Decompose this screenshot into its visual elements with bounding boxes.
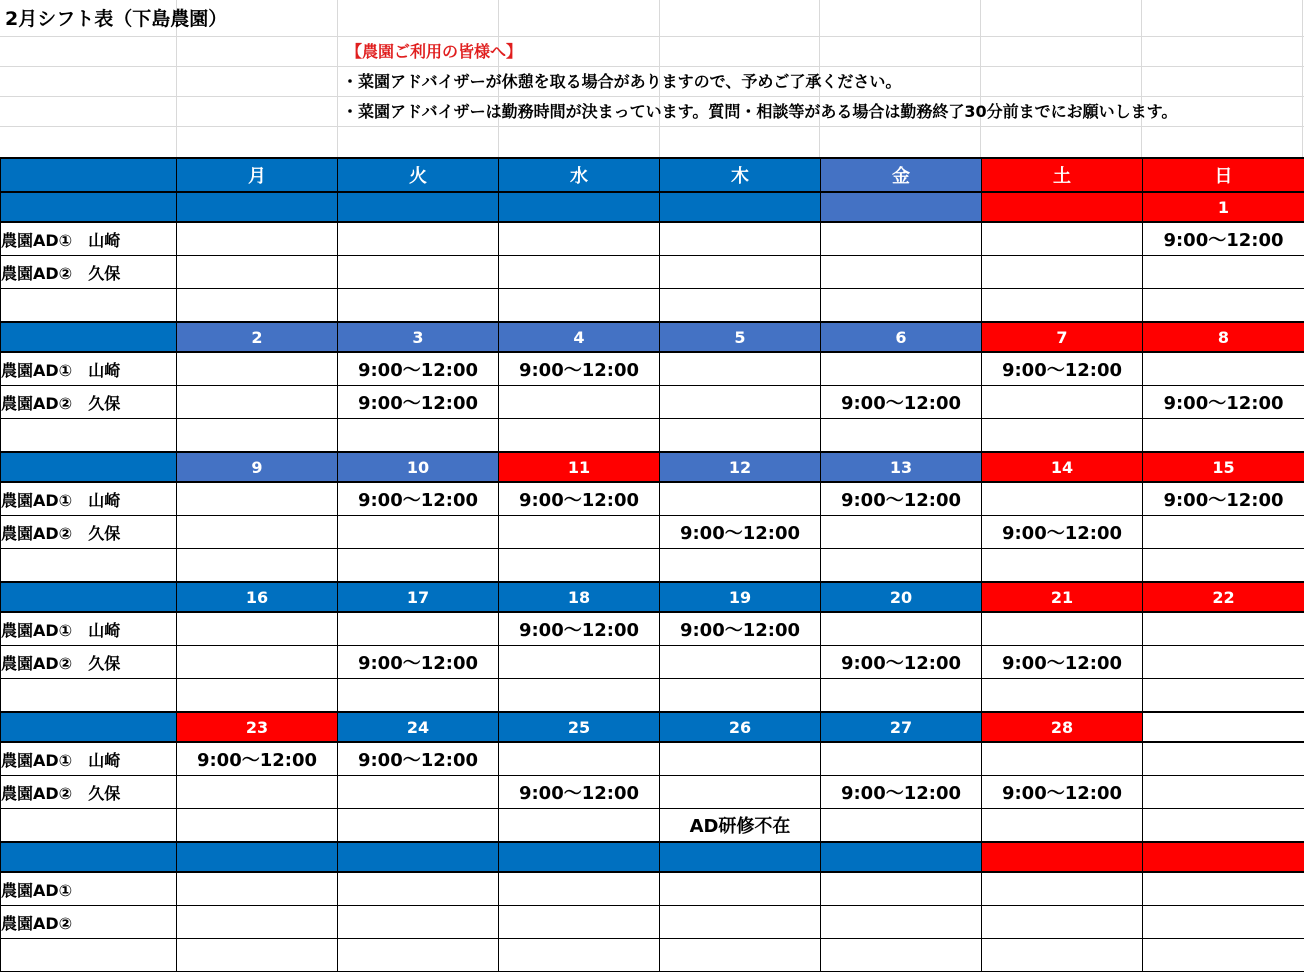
date-cell xyxy=(660,842,821,872)
shift-row xyxy=(1,612,1304,646)
date-cell: 13 xyxy=(821,452,982,482)
shift-cell[interactable] xyxy=(982,612,1143,646)
date-row-label xyxy=(1,712,177,742)
shift-cell[interactable] xyxy=(499,809,660,843)
date-cell: 20 xyxy=(821,582,982,612)
shift-row xyxy=(1,419,1304,453)
shift-cell[interactable] xyxy=(660,289,821,323)
shift-cell[interactable] xyxy=(338,939,499,972)
shift-cell[interactable] xyxy=(1143,776,1304,809)
shift-cell[interactable] xyxy=(177,289,338,323)
shift-cell[interactable] xyxy=(177,549,338,583)
date-cell xyxy=(177,842,338,872)
shift-cell[interactable] xyxy=(499,872,660,906)
shift-row xyxy=(1,386,1304,419)
date-cell: 6 xyxy=(821,322,982,352)
weekday-header-cell: 金 xyxy=(821,158,982,192)
shift-cell[interactable] xyxy=(177,482,338,516)
date-cell xyxy=(982,842,1143,872)
shift-cell[interactable] xyxy=(982,939,1143,972)
date-row-label xyxy=(1,842,177,872)
shift-cell[interactable] xyxy=(177,352,338,386)
date-cell xyxy=(1143,842,1304,872)
shift-cell[interactable] xyxy=(1143,809,1304,843)
date-cell: 21 xyxy=(982,582,1143,612)
shift-cell[interactable] xyxy=(982,872,1143,906)
shift-row xyxy=(1,906,1304,939)
shift-cell[interactable] xyxy=(821,419,982,453)
shift-cell[interactable] xyxy=(660,482,821,516)
shift-cell[interactable] xyxy=(1143,289,1304,323)
shift-cell[interactable] xyxy=(499,906,660,939)
staff-label[interactable]: 農園AD② 久保 xyxy=(1,256,177,289)
shift-row xyxy=(1,646,1304,679)
shift-cell[interactable] xyxy=(338,222,499,256)
staff-label[interactable]: 農園AD① 山崎 xyxy=(1,612,177,646)
shift-cell[interactable]: 9:00〜12:00 xyxy=(338,386,499,419)
date-cell: 3 xyxy=(338,322,499,352)
date-cell xyxy=(1143,712,1304,742)
shift-cell[interactable] xyxy=(338,679,499,713)
staff-label[interactable]: 農園AD① 山崎 xyxy=(1,352,177,386)
shift-cell[interactable] xyxy=(177,776,338,809)
shift-cell[interactable] xyxy=(821,679,982,713)
shift-cell[interactable] xyxy=(177,679,338,713)
staff-label[interactable]: 農園AD① xyxy=(1,872,177,906)
date-cell: 26 xyxy=(660,712,821,742)
shift-row xyxy=(1,809,1304,843)
shift-cell[interactable] xyxy=(499,742,660,776)
shift-cell[interactable] xyxy=(177,872,338,906)
date-cell xyxy=(660,192,821,222)
shift-cell[interactable] xyxy=(1143,516,1304,549)
shift-cell[interactable] xyxy=(338,256,499,289)
notice-heading: 【農園ご利用の皆様へ】 xyxy=(346,39,522,65)
date-cell xyxy=(338,192,499,222)
shift-cell[interactable] xyxy=(982,256,1143,289)
date-cell: 2 xyxy=(177,322,338,352)
date-row-label xyxy=(1,322,177,352)
shift-cell[interactable] xyxy=(177,516,338,549)
shift-cell[interactable] xyxy=(177,386,338,419)
date-cell xyxy=(499,842,660,872)
shift-cell[interactable]: 9:00〜12:00 xyxy=(177,742,338,776)
shift-cell[interactable]: 9:00〜12:00 xyxy=(821,386,982,419)
shift-cell[interactable]: 9:00〜12:00 xyxy=(982,646,1143,679)
shift-row xyxy=(1,289,1304,323)
shift-cell[interactable]: 9:00〜12:00 xyxy=(821,482,982,516)
shift-row xyxy=(1,482,1304,516)
shift-cell[interactable] xyxy=(821,872,982,906)
shift-cell[interactable] xyxy=(338,906,499,939)
shift-cell[interactable] xyxy=(1143,872,1304,906)
shift-cell[interactable] xyxy=(660,222,821,256)
date-cell xyxy=(177,192,338,222)
staff-label[interactable]: 農園AD② xyxy=(1,906,177,939)
shift-cell[interactable] xyxy=(1143,906,1304,939)
date-cell: 24 xyxy=(338,712,499,742)
shift-cell[interactable] xyxy=(338,872,499,906)
shift-cell[interactable]: 9:00〜12:00 xyxy=(982,352,1143,386)
shift-cell[interactable]: 9:00〜12:00 xyxy=(1143,222,1304,256)
staff-label[interactable]: 農園AD① 山崎 xyxy=(1,742,177,776)
shift-cell[interactable]: 9:00〜12:00 xyxy=(660,612,821,646)
weekday-header-cell: 土 xyxy=(982,158,1143,192)
shift-cell[interactable] xyxy=(1143,612,1304,646)
shift-cell[interactable] xyxy=(1143,742,1304,776)
shift-cell[interactable] xyxy=(660,256,821,289)
shift-row xyxy=(1,872,1304,906)
shift-cell[interactable] xyxy=(982,809,1143,843)
date-row xyxy=(1,192,1304,222)
shift-cell[interactable] xyxy=(660,549,821,583)
weekday-header-cell: 月 xyxy=(177,158,338,192)
shift-cell[interactable] xyxy=(499,289,660,323)
shift-row xyxy=(1,516,1304,549)
date-cell: 7 xyxy=(982,322,1143,352)
shift-cell[interactable] xyxy=(660,742,821,776)
shift-cell[interactable] xyxy=(660,352,821,386)
weekday-header-cell: 火 xyxy=(338,158,499,192)
shift-cell[interactable] xyxy=(660,679,821,713)
staff-label[interactable]: 農園AD② 久保 xyxy=(1,776,177,809)
staff-label[interactable]: 農園AD② 久保 xyxy=(1,516,177,549)
date-cell: 10 xyxy=(338,452,499,482)
shift-cell[interactable] xyxy=(1143,352,1304,386)
weekday-header-cell: 水 xyxy=(499,158,660,192)
shift-cell[interactable] xyxy=(982,482,1143,516)
weekday-header-corner xyxy=(1,158,177,192)
shift-cell[interactable] xyxy=(821,612,982,646)
date-row xyxy=(1,452,1304,482)
staff-label[interactable]: 農園AD① 山崎 xyxy=(1,222,177,256)
shift-cell[interactable] xyxy=(821,549,982,583)
date-cell: 17 xyxy=(338,582,499,612)
date-row xyxy=(1,712,1304,742)
shift-cell[interactable] xyxy=(499,222,660,256)
date-row xyxy=(1,582,1304,612)
shift-cell[interactable] xyxy=(499,549,660,583)
date-cell: 1 xyxy=(1143,192,1304,222)
notice-line-1: ・菜園アドバイザーが休憩を取る場合がありますので、予めご了承ください。 xyxy=(342,68,901,96)
shift-cell[interactable] xyxy=(821,516,982,549)
shift-row xyxy=(1,776,1304,809)
shift-cell[interactable] xyxy=(982,549,1143,583)
date-cell: 4 xyxy=(499,322,660,352)
staff-label[interactable]: 農園AD② 久保 xyxy=(1,386,177,419)
date-row-label xyxy=(1,582,177,612)
date-cell: 23 xyxy=(177,712,338,742)
date-cell: 22 xyxy=(1143,582,1304,612)
shift-cell[interactable] xyxy=(1143,679,1304,713)
shift-cell[interactable]: 9:00〜12:00 xyxy=(1143,482,1304,516)
shift-cell[interactable] xyxy=(1143,419,1304,453)
shift-cell[interactable]: 9:00〜12:00 xyxy=(338,352,499,386)
shift-cell[interactable] xyxy=(177,612,338,646)
shift-cell[interactable] xyxy=(660,386,821,419)
date-cell: 15 xyxy=(1143,452,1304,482)
shift-cell[interactable] xyxy=(1143,939,1304,972)
date-cell: 9 xyxy=(177,452,338,482)
date-cell: 19 xyxy=(660,582,821,612)
weekday-header-cell: 木 xyxy=(660,158,821,192)
shift-row xyxy=(1,939,1304,972)
shift-cell[interactable] xyxy=(982,386,1143,419)
shift-cell[interactable]: 9:00〜12:00 xyxy=(338,742,499,776)
shift-row xyxy=(1,352,1304,386)
shift-cell[interactable] xyxy=(338,809,499,843)
shift-cell[interactable]: 9:00〜12:00 xyxy=(499,482,660,516)
shift-cell[interactable] xyxy=(177,809,338,843)
staff-label[interactable]: 農園AD② 久保 xyxy=(1,646,177,679)
shift-cell[interactable] xyxy=(499,419,660,453)
shift-cell[interactable] xyxy=(821,222,982,256)
date-row xyxy=(1,842,1304,872)
shift-cell[interactable]: 9:00〜12:00 xyxy=(1143,386,1304,419)
date-row-label xyxy=(1,452,177,482)
shift-cell[interactable] xyxy=(499,256,660,289)
shift-cell[interactable] xyxy=(821,352,982,386)
shift-cell[interactable] xyxy=(660,906,821,939)
shift-row xyxy=(1,256,1304,289)
date-cell: 12 xyxy=(660,452,821,482)
shift-calendar xyxy=(0,157,1304,972)
shift-cell[interactable] xyxy=(1143,549,1304,583)
weekday-header-row xyxy=(1,158,1304,192)
notice-line-2: ・菜園アドバイザーは勤務時間が決まっています。質問・相談等がある場合は勤務終了30分前までにお願いします。 xyxy=(342,98,1177,126)
shift-cell[interactable] xyxy=(982,222,1143,256)
date-cell: 8 xyxy=(1143,322,1304,352)
shift-cell[interactable]: 9:00〜12:00 xyxy=(821,776,982,809)
shift-cell[interactable] xyxy=(660,872,821,906)
shift-cell[interactable] xyxy=(338,419,499,453)
date-cell xyxy=(338,842,499,872)
staff-label[interactable] xyxy=(1,419,177,453)
staff-label[interactable]: 農園AD① 山崎 xyxy=(1,482,177,516)
shift-cell[interactable] xyxy=(821,906,982,939)
shift-cell[interactable] xyxy=(821,939,982,972)
shift-cell[interactable] xyxy=(177,419,338,453)
shift-cell[interactable] xyxy=(177,646,338,679)
date-cell: 27 xyxy=(821,712,982,742)
shift-cell[interactable] xyxy=(982,906,1143,939)
date-cell: 5 xyxy=(660,322,821,352)
shift-cell[interactable] xyxy=(338,516,499,549)
date-cell: 16 xyxy=(177,582,338,612)
shift-cell[interactable]: AD研修不在 xyxy=(660,809,821,843)
date-row-label xyxy=(1,192,177,222)
date-cell: 11 xyxy=(499,452,660,482)
date-cell: 14 xyxy=(982,452,1143,482)
shift-row xyxy=(1,742,1304,776)
shift-cell[interactable] xyxy=(177,256,338,289)
date-cell: 25 xyxy=(499,712,660,742)
shift-cell[interactable] xyxy=(499,516,660,549)
shift-cell[interactable] xyxy=(499,386,660,419)
date-cell xyxy=(982,192,1143,222)
shift-cell[interactable] xyxy=(499,679,660,713)
shift-cell[interactable]: 9:00〜12:00 xyxy=(982,516,1143,549)
shift-cell[interactable] xyxy=(821,256,982,289)
shift-cell[interactable] xyxy=(338,549,499,583)
shift-cell[interactable] xyxy=(177,906,338,939)
shift-cell[interactable] xyxy=(821,742,982,776)
shift-cell[interactable] xyxy=(660,776,821,809)
shift-cell[interactable]: 9:00〜12:00 xyxy=(499,352,660,386)
shift-cell[interactable] xyxy=(499,646,660,679)
shift-row xyxy=(1,679,1304,713)
shift-cell[interactable] xyxy=(1143,256,1304,289)
shift-cell[interactable] xyxy=(1143,646,1304,679)
shift-cell[interactable]: 9:00〜12:00 xyxy=(499,776,660,809)
shift-cell[interactable] xyxy=(982,419,1143,453)
shift-cell[interactable]: 9:00〜12:00 xyxy=(982,776,1143,809)
shift-cell[interactable] xyxy=(982,289,1143,323)
shift-cell[interactable] xyxy=(821,809,982,843)
shift-cell[interactable] xyxy=(660,646,821,679)
date-row xyxy=(1,322,1304,352)
shift-row xyxy=(1,222,1304,256)
staff-label[interactable] xyxy=(1,939,177,972)
date-cell xyxy=(821,842,982,872)
shift-row xyxy=(1,549,1304,583)
sheet-title: 2月シフト表（下島農園） xyxy=(5,4,227,34)
shift-cell[interactable]: 9:00〜12:00 xyxy=(338,482,499,516)
shift-cell[interactable] xyxy=(338,776,499,809)
shift-cell[interactable]: 9:00〜12:00 xyxy=(821,646,982,679)
shift-cell[interactable] xyxy=(499,939,660,972)
shift-cell[interactable] xyxy=(177,222,338,256)
shift-cell[interactable] xyxy=(982,742,1143,776)
shift-cell[interactable] xyxy=(177,939,338,972)
shift-cell[interactable]: 9:00〜12:00 xyxy=(660,516,821,549)
shift-cell[interactable] xyxy=(338,289,499,323)
shift-cell[interactable]: 9:00〜12:00 xyxy=(338,646,499,679)
shift-cell[interactable] xyxy=(982,679,1143,713)
date-cell: 28 xyxy=(982,712,1143,742)
shift-cell[interactable] xyxy=(660,419,821,453)
staff-label[interactable] xyxy=(1,289,177,323)
date-cell xyxy=(499,192,660,222)
date-cell: 18 xyxy=(499,582,660,612)
shift-cell[interactable] xyxy=(821,289,982,323)
shift-cell[interactable] xyxy=(338,612,499,646)
staff-label[interactable] xyxy=(1,549,177,583)
staff-label[interactable] xyxy=(1,679,177,713)
staff-label[interactable] xyxy=(1,809,177,843)
weekday-header-cell: 日 xyxy=(1143,158,1304,192)
date-cell xyxy=(821,192,982,222)
shift-cell[interactable] xyxy=(660,939,821,972)
shift-cell[interactable]: 9:00〜12:00 xyxy=(499,612,660,646)
